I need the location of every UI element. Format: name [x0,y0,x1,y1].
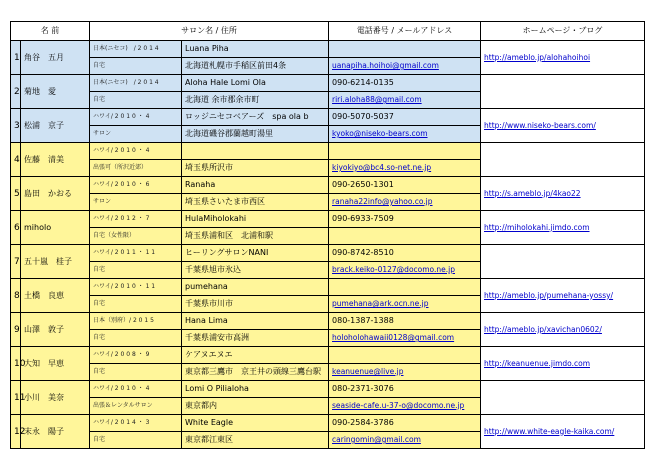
email-link[interactable]: holoholohawaii0128@gmail.com [329,330,481,347]
phone-number: 090-6214-0135 [329,75,481,92]
training-info: ハワイ/ 2 0 1 1 ・ 1 1 [90,245,182,262]
member-name: 角谷 五月 [21,41,90,75]
salon-address: 東京都内 [182,398,329,415]
member-name: 五十嵐 桂子 [21,245,90,279]
email-link[interactable]: uanapiha.hoihoi@gmail.com [329,58,481,75]
phone-number: 090-5070-5037 [329,109,481,126]
salon-type: 自宅 [90,262,182,279]
training-info: ハワイ/ 2 0 1 4 ・ 3 [90,415,182,432]
header-contact: 電話番号 / メールアドレス [329,22,481,41]
member-name: miholo [21,211,90,245]
homepage-link [481,245,645,279]
salon-address: 埼玉県さいたま市西区 [182,194,329,211]
email-link[interactable]: pumehana@ark.ocn.ne.jp [329,296,481,313]
homepage-link[interactable]: http://keanuenue.jimdo.com [481,347,645,381]
phone-number: 090-6933-7509 [329,211,481,228]
email-link [329,228,481,245]
row-number: 3 [11,109,21,143]
salon-name: Ranaha [182,177,329,194]
header-salon: サロン名 / 住所 [90,22,329,41]
training-info: ハワイ/ 2 0 1 2 ・ 7 [90,211,182,228]
salon-type: 出張＆レンタルサロン [90,398,182,415]
salon-address: 東京都三鷹市 京王井の頭線三鷹台駅 [182,364,329,381]
training-info: 日本(ニセコ) / 2 0 1 4 [90,75,182,92]
email-link[interactable]: caringomin@gmail.com [329,432,481,449]
salon-address: 千葉県市川市 [182,296,329,313]
salon-type: 自宅 [90,92,182,109]
salon-address: 東京都江東区 [182,432,329,449]
table-row [11,41,645,58]
salon-type: 自宅 [90,296,182,313]
email-link[interactable]: riri.aloha88@gmail.com [329,92,481,109]
homepage-link[interactable]: http://miholokahi.jimdo.com [481,211,645,245]
salon-type: サロン [90,194,182,211]
member-name: 佐藤 清美 [21,143,90,177]
phone-number [329,41,481,58]
salon-name: ヒーリングサロンNANI [182,245,329,262]
header-name: 名 前 [11,22,90,41]
homepage-link[interactable]: http://www.niseko-bears.com/ [481,109,645,143]
table-row [11,313,645,330]
training-info: ハワイ/ 2 0 1 0 ・ 6 [90,177,182,194]
header-homepage: ホームページ・ブログ [481,22,645,41]
salon-address: 北海道磯谷郡蘭越町湯里 [182,126,329,143]
salon-name: Lomi O Pilialoha [182,381,329,398]
salon-name: White Eagle [182,415,329,432]
row-number: 6 [11,211,21,245]
member-name: 大知 早恵 [21,347,90,381]
email-link[interactable]: seaside-cafe.u-37-o@docomo.ne.jp [329,398,481,415]
phone-number: 090-2584-3786 [329,415,481,432]
row-number: 8 [11,279,21,313]
row-number: 9 [11,313,21,347]
member-name: 土橋 良恵 [21,279,90,313]
homepage-link[interactable]: http://www.white-eagle-kaika.com/ [481,415,645,449]
table-row [11,177,645,194]
salon-type: 自宅 [90,58,182,75]
member-name: 松浦 京子 [21,109,90,143]
salon-address: 北海道 余市郡余市町 [182,92,329,109]
salon-name: pumehana [182,279,329,296]
row-number: 5 [11,177,21,211]
homepage-link[interactable]: http://ameblo.jp/xavichan0602/ [481,313,645,347]
salon-type: サロン [90,126,182,143]
member-name: 山澤 敦子 [21,313,90,347]
table-row [11,415,645,432]
phone-number: 080-2371-3076 [329,381,481,398]
member-name: 島田 かおる [21,177,90,211]
member-table [10,21,645,449]
row-number: 10 [11,347,21,381]
training-info: ハワイ/ 2 0 1 0 ・ 1 1 [90,279,182,296]
salon-address: 埼玉県浦和区 北浦和駅 [182,228,329,245]
salon-type: 自宅 [90,432,182,449]
homepage-link [481,381,645,415]
table-row [11,381,645,398]
salon-name [182,143,329,160]
homepage-link [481,143,645,177]
member-name: 菊地 愛 [21,75,90,109]
salon-name: Luana Piha [182,41,329,58]
member-name: 末永 陽子 [21,415,90,449]
row-number: 4 [11,143,21,177]
email-link[interactable]: brack.keiko-0127@docomo.ne.jp [329,262,481,279]
training-info: ハワイ/ 2 0 0 8 ・ 9 [90,347,182,364]
salon-type: 自宅 [90,364,182,381]
phone-number: 080-1387-1388 [329,313,481,330]
training-info: 日本（別府）/ 2 0 1 5 [90,313,182,330]
table-row [11,211,645,228]
table-row [11,347,645,364]
phone-number: 090-2650-1301 [329,177,481,194]
row-number: 11 [11,381,21,415]
salon-address: 埼玉県所沢市 [182,160,329,177]
salon-type: 出張可（所沢近郊） [90,160,182,177]
salon-address: 北海道札幌市手稲区前田4条 [182,58,329,75]
row-number: 12 [11,415,21,449]
row-number: 7 [11,245,21,279]
header-row [11,22,645,41]
phone-number [329,279,481,296]
email-link[interactable]: keanuenue@live.jp [329,364,481,381]
table-row [11,75,645,92]
phone-number: 090-8742-8510 [329,245,481,262]
salon-address: 千葉県浦安市高洲 [182,330,329,347]
training-info: ハワイ/ 2 0 1 0 ・ 4 [90,109,182,126]
table-row [11,245,645,262]
training-info: ハワイ/ 2 0 1 0 ・ 4 [90,381,182,398]
member-rows [11,41,645,449]
salon-address: 千葉県旭市氷込 [182,262,329,279]
row-number: 1 [11,41,21,75]
table-row [11,143,645,160]
table-row [11,109,645,126]
salon-name: ケアヌエヌエ [182,347,329,364]
member-name: 小川 美奈 [21,381,90,415]
salon-name: Hana Lima [182,313,329,330]
phone-number [329,347,481,364]
salon-type: 自宅 [90,330,182,347]
table-row [11,279,645,296]
salon-type: 自宅（女性限） [90,228,182,245]
homepage-link[interactable]: http://ameblo.jp/alohahoihoi [481,41,645,75]
salon-name: Aloha Hale Lomi Ola [182,75,329,92]
phone-number [329,143,481,160]
training-info: 日本(ニセコ) / 2 0 1 4 [90,41,182,58]
homepage-link [481,75,645,109]
training-info: ハワイ/ 2 0 1 0 ・ 4 [90,143,182,160]
homepage-link[interactable]: http://ameblo.jp/pumehana-yossy/ [481,279,645,313]
salon-name: ロッジニセコベアーズ spa ola b [182,109,329,126]
email-link[interactable]: kiyokiyo@bc4.so-net.ne.jp [329,160,481,177]
row-number: 2 [11,75,21,109]
email-link[interactable]: kyoko@niseko-bears.com [329,126,481,143]
email-link[interactable]: ranaha22info@yahoo.co.jp [329,194,481,211]
homepage-link[interactable]: http://s.ameblo.jp/4kao22 [481,177,645,211]
salon-name: HulaMiholokahi [182,211,329,228]
